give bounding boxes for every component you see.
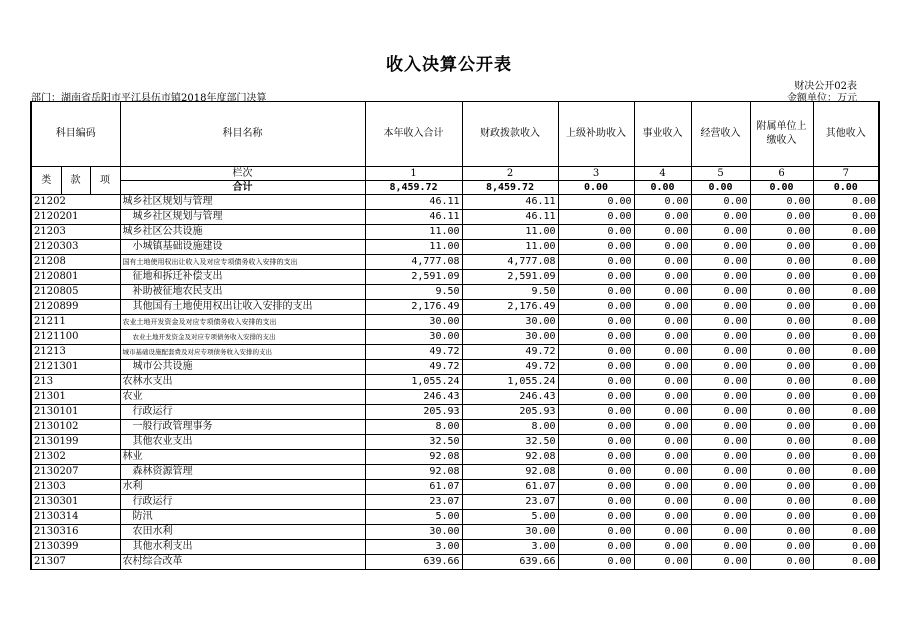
amount-cell: 639.66 — [462, 555, 558, 570]
amount-cell: 0.00 — [750, 330, 813, 345]
subject-name-cell: 农业土地开发资金及对应专项债务收入安排的支出 — [120, 315, 365, 330]
amount-cell: 0.00 — [691, 390, 750, 405]
header-kuan: 款 — [61, 167, 90, 195]
amount-cell: 0.00 — [813, 435, 879, 450]
subject-name-cell: 征地和拆迁补偿支出 — [120, 270, 365, 285]
subject-name-cell: 水利 — [120, 480, 365, 495]
table-row — [31, 555, 879, 570]
amount-cell: 205.93 — [365, 405, 462, 420]
subject-code-cell: 2130102 — [31, 420, 120, 435]
amount-cell: 0.00 — [691, 450, 750, 465]
amount-cell: 23.07 — [365, 495, 462, 510]
amount-unit-label: 金额单位：万元 — [787, 93, 857, 104]
subject-code-cell: 2130301 — [31, 495, 120, 510]
amount-cell: 0.00 — [750, 420, 813, 435]
amount-cell: 0.00 — [750, 525, 813, 540]
amount-cell: 2,176.49 — [462, 300, 558, 315]
amount-cell: 0.00 — [691, 525, 750, 540]
amount-cell: 0.00 — [813, 195, 879, 210]
amount-cell: 0.00 — [813, 375, 879, 390]
amount-cell: 0.00 — [558, 390, 634, 405]
amount-cell: 8.00 — [462, 420, 558, 435]
amount-cell: 0.00 — [813, 255, 879, 270]
amount-cell: 49.72 — [462, 360, 558, 375]
amount-cell: 0.00 — [750, 240, 813, 255]
amount-cell: 49.72 — [365, 360, 462, 375]
table-row — [31, 210, 879, 225]
header-subject-code: 科目编码 — [31, 102, 120, 167]
subject-code-cell: 21307 — [31, 555, 120, 570]
amount-cell: 0.00 — [634, 270, 691, 285]
subject-name-cell: 国有土地使用权出让收入及对应专项债务收入安排的支出 — [120, 255, 365, 270]
subject-name-cell: 城乡社区规划与管理 — [120, 210, 365, 225]
amount-cell: 0.00 — [813, 420, 879, 435]
amount-cell: 0.00 — [813, 405, 879, 420]
amount-cell: 0.00 — [750, 285, 813, 300]
amount-cell: 0.00 — [691, 300, 750, 315]
amount-cell: 0.00 — [813, 390, 879, 405]
column-number-row — [31, 167, 879, 181]
amount-cell: 0.00 — [691, 360, 750, 375]
amount-cell: 0.00 — [750, 465, 813, 480]
table-row — [31, 240, 879, 255]
subject-code-cell: 21211 — [31, 315, 120, 330]
amount-cell: 0.00 — [634, 480, 691, 495]
subject-name-cell: 其他水利支出 — [120, 540, 365, 555]
header-superior-subsidy: 上级补助收入 — [558, 102, 634, 167]
amount-cell: 0.00 — [558, 345, 634, 360]
amount-cell: 0.00 — [634, 285, 691, 300]
amount-cell: 0.00 — [813, 315, 879, 330]
amount-cell: 46.11 — [462, 210, 558, 225]
table-row — [31, 225, 879, 240]
subject-name-cell: 城乡社区规划与管理 — [120, 195, 365, 210]
amount-cell: 46.11 — [365, 210, 462, 225]
amount-cell: 0.00 — [558, 375, 634, 390]
amount-cell: 0.00 — [691, 540, 750, 555]
amount-cell: 0.00 — [813, 225, 879, 240]
subject-code-cell: 2121301 — [31, 360, 120, 375]
amount-cell: 0.00 — [634, 540, 691, 555]
amount-cell: 0.00 — [558, 450, 634, 465]
amount-cell: 2,591.09 — [462, 270, 558, 285]
amount-cell: 0.00 — [634, 330, 691, 345]
amount-cell: 30.00 — [365, 525, 462, 540]
amount-cell: 46.11 — [462, 195, 558, 210]
total-value: 0.00 — [813, 181, 879, 195]
header-total-income: 本年收入合计 — [365, 102, 462, 167]
subject-code-cell: 21213 — [31, 345, 120, 360]
amount-cell: 0.00 — [634, 420, 691, 435]
amount-cell: 61.07 — [462, 480, 558, 495]
table-row — [31, 255, 879, 270]
subject-code-cell: 2130314 — [31, 510, 120, 525]
amount-cell: 0.00 — [750, 390, 813, 405]
amount-cell: 30.00 — [365, 330, 462, 345]
amount-cell: 0.00 — [691, 495, 750, 510]
subject-code-cell: 2121100 — [31, 330, 120, 345]
amount-cell: 0.00 — [558, 285, 634, 300]
amount-cell: 0.00 — [691, 420, 750, 435]
amount-cell: 0.00 — [813, 270, 879, 285]
amount-cell: 1,055.24 — [462, 375, 558, 390]
amount-cell: 0.00 — [813, 285, 879, 300]
subject-name-cell: 城市基础设施配套费及对应专项债务收入安排的支出 — [120, 345, 365, 360]
amount-cell: 0.00 — [634, 345, 691, 360]
amount-cell: 0.00 — [634, 240, 691, 255]
subject-name-cell: 农林水支出 — [120, 375, 365, 390]
subject-name-cell: 农业土地开发资金及对应专项债务收入安排的支出 — [120, 330, 365, 345]
amount-cell: 0.00 — [750, 510, 813, 525]
amount-cell: 23.07 — [462, 495, 558, 510]
column-number: 6 — [750, 167, 813, 181]
total-value: 0.00 — [558, 181, 634, 195]
total-value: 0.00 — [691, 181, 750, 195]
amount-cell: 5.00 — [365, 510, 462, 525]
amount-cell: 11.00 — [365, 225, 462, 240]
table-row — [31, 360, 879, 375]
subject-code-cell: 2120805 — [31, 285, 120, 300]
amount-cell: 0.00 — [691, 285, 750, 300]
total-value: 0.00 — [634, 181, 691, 195]
subject-name-cell: 其他农业支出 — [120, 435, 365, 450]
subject-code-cell: 21203 — [31, 225, 120, 240]
amount-cell: 0.00 — [634, 225, 691, 240]
amount-cell: 0.00 — [558, 420, 634, 435]
amount-cell: 0.00 — [634, 405, 691, 420]
amount-cell: 0.00 — [634, 525, 691, 540]
amount-cell: 32.50 — [462, 435, 558, 450]
amount-cell: 0.00 — [750, 480, 813, 495]
amount-cell: 0.00 — [813, 510, 879, 525]
table-row — [31, 450, 879, 465]
amount-cell: 0.00 — [634, 255, 691, 270]
amount-cell: 0.00 — [750, 345, 813, 360]
amount-cell: 0.00 — [558, 555, 634, 570]
amount-cell: 0.00 — [558, 210, 634, 225]
subject-code-cell: 21302 — [31, 450, 120, 465]
subject-code-cell: 21303 — [31, 480, 120, 495]
total-label: 合计 — [120, 181, 365, 195]
column-number: 7 — [813, 167, 879, 181]
amount-cell: 0.00 — [691, 345, 750, 360]
amount-cell: 0.00 — [691, 555, 750, 570]
amount-cell: 9.50 — [365, 285, 462, 300]
amount-cell: 11.00 — [462, 225, 558, 240]
amount-cell: 0.00 — [558, 315, 634, 330]
table-row — [31, 285, 879, 300]
amount-cell: 0.00 — [813, 450, 879, 465]
table-row — [31, 420, 879, 435]
subject-code-cell: 2130399 — [31, 540, 120, 555]
amount-cell: 0.00 — [813, 465, 879, 480]
amount-cell: 639.66 — [365, 555, 462, 570]
amount-cell: 0.00 — [813, 540, 879, 555]
subject-name-cell: 城市公共设施 — [120, 360, 365, 375]
amount-cell: 0.00 — [691, 330, 750, 345]
amount-cell: 11.00 — [365, 240, 462, 255]
amount-cell: 0.00 — [558, 525, 634, 540]
amount-cell: 0.00 — [813, 525, 879, 540]
table-row — [31, 345, 879, 360]
amount-cell: 1,055.24 — [365, 375, 462, 390]
header-fiscal-allocation: 财政拨款收入 — [462, 102, 558, 167]
amount-cell: 0.00 — [558, 540, 634, 555]
amount-cell: 0.00 — [558, 330, 634, 345]
amount-cell: 8.00 — [365, 420, 462, 435]
table-row — [31, 510, 879, 525]
amount-cell: 0.00 — [691, 225, 750, 240]
amount-cell: 0.00 — [558, 225, 634, 240]
table-row — [31, 465, 879, 480]
column-number: 3 — [558, 167, 634, 181]
amount-cell: 0.00 — [813, 360, 879, 375]
amount-cell: 0.00 — [558, 195, 634, 210]
header-operating-income: 经营收入 — [691, 102, 750, 167]
amount-cell: 9.50 — [462, 285, 558, 300]
amount-cell: 3.00 — [365, 540, 462, 555]
amount-cell: 0.00 — [750, 555, 813, 570]
subject-name-cell: 行政运行 — [120, 405, 365, 420]
amount-cell: 2,591.09 — [365, 270, 462, 285]
table-row — [31, 405, 879, 420]
amount-cell: 0.00 — [558, 465, 634, 480]
table-row — [31, 480, 879, 495]
header-row — [31, 102, 879, 167]
amount-cell: 11.00 — [462, 240, 558, 255]
table-row — [31, 375, 879, 390]
amount-cell: 46.11 — [365, 195, 462, 210]
amount-cell: 0.00 — [634, 510, 691, 525]
amount-cell: 0.00 — [691, 270, 750, 285]
subject-code-cell: 213 — [31, 375, 120, 390]
subject-code-cell: 2120201 — [31, 210, 120, 225]
amount-cell: 49.72 — [462, 345, 558, 360]
amount-cell: 0.00 — [813, 480, 879, 495]
total-value: 8,459.72 — [365, 181, 462, 195]
column-number: 1 — [365, 167, 462, 181]
amount-cell: 61.07 — [365, 480, 462, 495]
form-number: 财决公开02表 — [794, 81, 857, 92]
subject-code-cell: 2120899 — [31, 300, 120, 315]
subject-code-cell: 2120303 — [31, 240, 120, 255]
amount-cell: 0.00 — [634, 555, 691, 570]
amount-cell: 0.00 — [813, 555, 879, 570]
amount-cell: 0.00 — [691, 510, 750, 525]
amount-cell: 30.00 — [462, 525, 558, 540]
amount-cell: 0.00 — [634, 435, 691, 450]
amount-cell: 2,176.49 — [365, 300, 462, 315]
subject-code-cell: 21301 — [31, 390, 120, 405]
amount-cell: 30.00 — [365, 315, 462, 330]
amount-cell: 0.00 — [558, 480, 634, 495]
amount-cell: 0.00 — [691, 240, 750, 255]
amount-cell: 0.00 — [634, 390, 691, 405]
header-subject-name: 科目名称 — [120, 102, 365, 167]
header-lei: 类 — [31, 167, 61, 195]
amount-cell: 0.00 — [813, 240, 879, 255]
total-row — [31, 181, 879, 195]
amount-cell: 0.00 — [691, 315, 750, 330]
subject-code-cell: 21202 — [31, 195, 120, 210]
amount-cell: 92.08 — [365, 450, 462, 465]
total-value: 0.00 — [750, 181, 813, 195]
amount-cell: 0.00 — [691, 255, 750, 270]
column-number: 2 — [462, 167, 558, 181]
amount-cell: 0.00 — [750, 270, 813, 285]
amount-cell: 0.00 — [634, 495, 691, 510]
amount-cell: 49.72 — [365, 345, 462, 360]
table-row — [31, 270, 879, 285]
amount-cell: 30.00 — [462, 315, 558, 330]
subject-name-cell: 小城镇基础设施建设 — [120, 240, 365, 255]
total-value: 8,459.72 — [462, 181, 558, 195]
subject-code-cell: 2130101 — [31, 405, 120, 420]
amount-cell: 5.00 — [462, 510, 558, 525]
amount-cell: 0.00 — [634, 315, 691, 330]
subject-name-cell: 一般行政管理事务 — [120, 420, 365, 435]
amount-cell: 0.00 — [750, 225, 813, 240]
header-business-income: 事业收入 — [634, 102, 691, 167]
header-xiang: 项 — [90, 167, 120, 195]
amount-cell: 0.00 — [750, 450, 813, 465]
amount-cell: 92.08 — [462, 465, 558, 480]
subject-name-cell: 林业 — [120, 450, 365, 465]
amount-cell: 4,777.08 — [365, 255, 462, 270]
amount-cell: 4,777.08 — [462, 255, 558, 270]
amount-cell: 0.00 — [750, 540, 813, 555]
table-row — [31, 525, 879, 540]
amount-cell: 0.00 — [750, 495, 813, 510]
amount-cell: 0.00 — [634, 465, 691, 480]
amount-cell: 0.00 — [750, 300, 813, 315]
header-other-income: 其他收入 — [813, 102, 879, 167]
amount-cell: 0.00 — [558, 255, 634, 270]
amount-cell: 0.00 — [558, 495, 634, 510]
subject-name-cell: 森林资源管理 — [120, 465, 365, 480]
subject-name-cell: 城乡社区公共设施 — [120, 225, 365, 240]
header-affiliated-income: 附属单位上缴收入 — [750, 102, 813, 167]
subject-name-cell: 农村综合改革 — [120, 555, 365, 570]
table-row — [31, 315, 879, 330]
income-table — [30, 101, 880, 570]
amount-cell: 0.00 — [634, 450, 691, 465]
table-row — [31, 495, 879, 510]
amount-cell: 0.00 — [750, 375, 813, 390]
amount-cell: 32.50 — [365, 435, 462, 450]
subject-name-cell: 其他国有土地使用权出让收入安排的支出 — [120, 300, 365, 315]
amount-cell: 0.00 — [634, 300, 691, 315]
subject-code-cell: 2130316 — [31, 525, 120, 540]
amount-cell: 0.00 — [558, 240, 634, 255]
header-column-label: 栏次 — [120, 167, 365, 181]
amount-cell: 0.00 — [813, 345, 879, 360]
report-title: 收入决算公开表 — [386, 55, 512, 75]
amount-cell: 0.00 — [558, 270, 634, 285]
amount-cell: 0.00 — [558, 300, 634, 315]
subject-name-cell: 农业 — [120, 390, 365, 405]
subject-code-cell: 2130199 — [31, 435, 120, 450]
table-row — [31, 540, 879, 555]
amount-cell: 3.00 — [462, 540, 558, 555]
amount-cell: 0.00 — [750, 405, 813, 420]
amount-cell: 0.00 — [813, 495, 879, 510]
amount-cell: 0.00 — [691, 465, 750, 480]
table-row — [31, 390, 879, 405]
table-row — [31, 300, 879, 315]
amount-cell: 0.00 — [813, 300, 879, 315]
amount-cell: 0.00 — [558, 405, 634, 420]
amount-cell: 92.08 — [462, 450, 558, 465]
table-row — [31, 435, 879, 450]
amount-cell: 0.00 — [634, 195, 691, 210]
amount-cell: 0.00 — [750, 315, 813, 330]
subject-name-cell: 补助被征地农民支出 — [120, 285, 365, 300]
column-number: 5 — [691, 167, 750, 181]
table-body — [31, 195, 879, 570]
amount-cell: 205.93 — [462, 405, 558, 420]
amount-cell: 0.00 — [691, 405, 750, 420]
amount-cell: 0.00 — [634, 210, 691, 225]
amount-cell: 0.00 — [691, 435, 750, 450]
amount-cell: 0.00 — [750, 435, 813, 450]
amount-cell: 0.00 — [750, 210, 813, 225]
column-number: 4 — [634, 167, 691, 181]
subject-code-cell: 2130207 — [31, 465, 120, 480]
amount-cell: 0.00 — [691, 375, 750, 390]
amount-cell: 246.43 — [365, 390, 462, 405]
amount-cell: 0.00 — [813, 210, 879, 225]
amount-cell: 0.00 — [691, 480, 750, 495]
amount-cell: 0.00 — [750, 195, 813, 210]
subject-code-cell: 2120801 — [31, 270, 120, 285]
amount-cell: 30.00 — [462, 330, 558, 345]
amount-cell: 246.43 — [462, 390, 558, 405]
amount-cell: 0.00 — [750, 360, 813, 375]
amount-cell: 92.08 — [365, 465, 462, 480]
amount-cell: 0.00 — [558, 435, 634, 450]
amount-cell: 0.00 — [634, 360, 691, 375]
amount-cell: 0.00 — [691, 210, 750, 225]
amount-cell: 0.00 — [750, 255, 813, 270]
subject-name-cell: 防汛 — [120, 510, 365, 525]
department-label: 部门：湖南省岳阳市平江县伍市镇2018年度部门决算 — [31, 93, 267, 104]
subject-code-cell: 21208 — [31, 255, 120, 270]
subject-name-cell: 农田水利 — [120, 525, 365, 540]
table-row — [31, 330, 879, 345]
amount-cell: 0.00 — [691, 195, 750, 210]
table-row — [31, 195, 879, 210]
amount-cell: 0.00 — [558, 360, 634, 375]
amount-cell: 0.00 — [813, 330, 879, 345]
subject-name-cell: 行政运行 — [120, 495, 365, 510]
amount-cell: 0.00 — [558, 510, 634, 525]
amount-cell: 0.00 — [634, 375, 691, 390]
